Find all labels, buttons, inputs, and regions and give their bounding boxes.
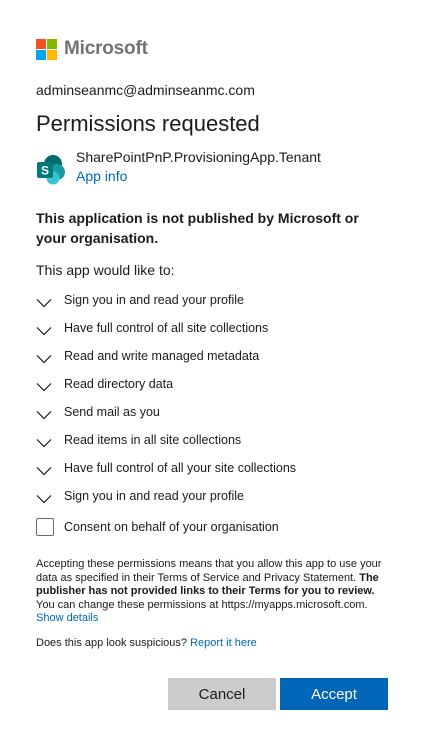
chevron-down-icon bbox=[36, 298, 52, 308]
consent-label: Consent on behalf of your organisation bbox=[64, 520, 279, 534]
permission-label: Send mail as you bbox=[64, 405, 160, 419]
chevron-down-icon bbox=[36, 494, 52, 504]
permission-item[interactable] bbox=[36, 454, 390, 482]
permission-item[interactable] bbox=[36, 370, 390, 398]
terms-warning-bold: The publisher has not provided links to their Terms for you to review. bbox=[36, 571, 379, 597]
consent-option bbox=[36, 516, 390, 538]
permission-label: Have full control of all your site collections bbox=[64, 461, 297, 475]
app-meta bbox=[76, 149, 321, 186]
chevron-down-icon bbox=[36, 354, 52, 364]
brand-name: Microsoft bbox=[64, 38, 148, 59]
app-info-link[interactable]: App info bbox=[76, 168, 128, 184]
terms-notice bbox=[36, 558, 390, 626]
consent-card bbox=[36, 38, 390, 649]
logo-square-red bbox=[36, 39, 46, 49]
show-details-link[interactable]: Show details bbox=[36, 612, 99, 624]
permission-label: Read directory data bbox=[64, 377, 174, 391]
sharepoint-icon bbox=[36, 155, 66, 185]
logo-square-blue bbox=[36, 50, 46, 60]
account-email: adminseanmc@adminseanmc.com bbox=[36, 82, 255, 98]
chevron-down-icon bbox=[36, 466, 52, 476]
brand-header bbox=[36, 38, 390, 60]
permission-item[interactable] bbox=[36, 286, 390, 314]
permission-label: Have full control of all site collections bbox=[64, 321, 269, 335]
permissions-list bbox=[36, 286, 390, 510]
action-buttons bbox=[168, 678, 388, 710]
app-name: SharePointPnP.ProvisioningApp.Tenant bbox=[76, 149, 321, 165]
permission-label: Read and write managed metadata bbox=[64, 349, 260, 363]
cancel-button[interactable]: Cancel bbox=[168, 678, 276, 710]
permissions-intro: This app would like to: bbox=[36, 262, 175, 278]
logo-square-yellow bbox=[47, 50, 57, 60]
suspicious-question: Does this app look suspicious? bbox=[36, 636, 188, 649]
permission-item[interactable] bbox=[36, 482, 390, 510]
accept-button[interactable]: Accept bbox=[280, 678, 388, 710]
suspicious-prompt bbox=[36, 637, 390, 649]
permission-item[interactable] bbox=[36, 398, 390, 426]
permission-item[interactable] bbox=[36, 426, 390, 454]
permission-label: Sign you in and read your profile bbox=[64, 489, 244, 503]
chevron-down-icon bbox=[36, 438, 52, 448]
svg-text:S: S bbox=[40, 163, 50, 178]
microsoft-logo-icon bbox=[36, 39, 57, 60]
permission-item[interactable] bbox=[36, 342, 390, 370]
permission-item[interactable] bbox=[36, 314, 390, 342]
page-title: Permissions requested bbox=[36, 111, 260, 136]
permission-label: Sign you in and read your profile bbox=[64, 293, 244, 307]
chevron-down-icon bbox=[36, 410, 52, 420]
publisher-warning: This application is not published by Microsoft or your organisation. bbox=[36, 210, 359, 246]
consent-checkbox[interactable] bbox=[36, 518, 54, 536]
terms-text: Accepting these permissions means that you allow this app to use your data as specified in their Terms of Service and Privacy Statement. bbox=[36, 558, 382, 584]
chevron-down-icon bbox=[36, 326, 52, 336]
app-summary bbox=[36, 149, 390, 186]
chevron-down-icon bbox=[36, 382, 52, 392]
report-link[interactable]: Report it here bbox=[190, 636, 257, 649]
logo-square-green bbox=[47, 39, 57, 49]
terms-change-text: You can change these permissions at https://myapps.microsoft.com. bbox=[36, 598, 368, 611]
permission-label: Read items in all site collections bbox=[64, 433, 242, 447]
